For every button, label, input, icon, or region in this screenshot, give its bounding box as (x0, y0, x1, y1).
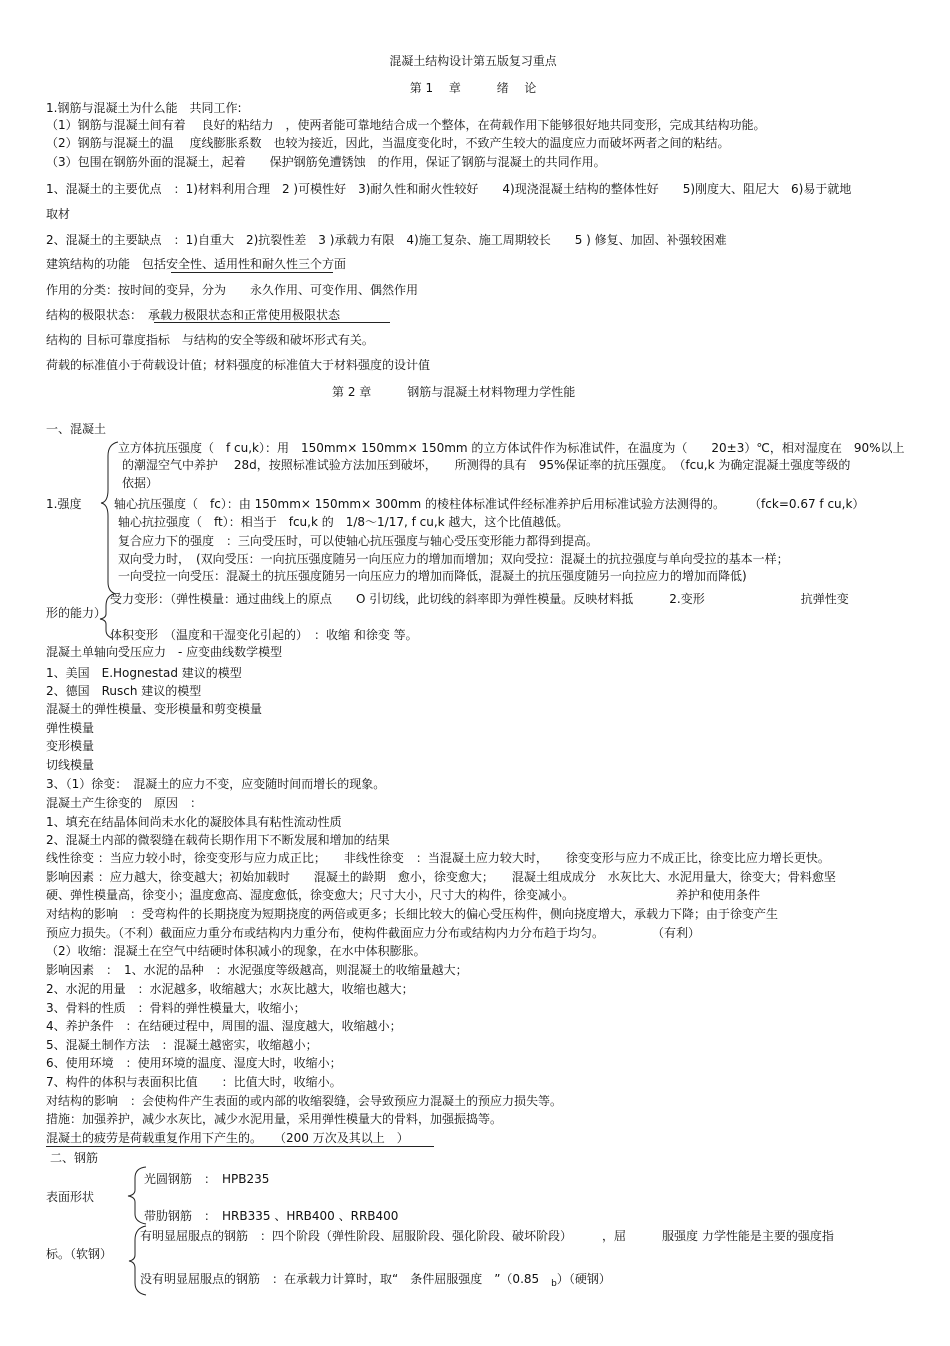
text-line: 混凝土产生徐变的 原因 ： (46, 796, 203, 810)
text-line: 1.钢筋与混凝土为什么能 共同工作: (46, 101, 242, 115)
text-line: 弹性模量 (46, 721, 95, 735)
text-line: 措施：加强养护，减少水灰比，减少水泥用量，采用弹性模量大的骨料，加强振捣等。 (46, 1112, 503, 1126)
text-line: 混凝土的疲劳是荷载重复作用下产生的。 （200 万次及其以上 ） (46, 1131, 409, 1145)
text-line: 3、（1）徐变： 混凝土的应力不变，应变随时间而增长的现象。 (46, 777, 386, 791)
subscript: b (551, 1279, 557, 1289)
text-segment: ）（硬钢） (556, 1272, 611, 1286)
text-line: 2、德国 Rusch 建议的模型 (46, 684, 202, 698)
text-line: 荷载的标准值小于荷载设计值；材料强度的标准值大于材料强度的设计值 (46, 358, 431, 372)
text-line: 混凝土单轴向受压应力 - 应变曲线数学模型 (46, 645, 283, 659)
text-line: 线性徐变 ：当应力较小时，徐变变形与应力成正比； 非线性徐变 ：当混凝土应力较大时， 徐变变形与应力不成正比，徐变比应力增长更快。 (46, 851, 830, 865)
text-line: （1）钢筋与混凝土间有着 良好的粘结力 ，使两者能可靠地结合成一个整体，在荷载作用下能够很好地共同变形，完成其结构功能。 (46, 118, 766, 132)
document-title: 混凝土结构设计第五版复习重点 (389, 54, 557, 68)
text-line: 5、混凝土制作方法 ：混凝土越密实，收缩越小； (46, 1038, 318, 1052)
text-line: 2、混凝土的主要缺点 ：1)自重大 2)抗裂性差 3 )承载力有限 4)施工复杂、施工周期较长 5 ) 修复、加固、补强较困难 (46, 233, 727, 247)
text-line: 形的能力） (46, 606, 107, 620)
text-line: 结构的极限状态： 承载力极限状态和正常使用极限状态 (46, 308, 341, 322)
strength-brace (101, 442, 118, 594)
text-line: 2、水泥的用量 ：水泥越多，收缩越大；水灰比越大，收缩也越大； (46, 982, 414, 996)
yield-type-brace (129, 1226, 146, 1295)
section-heading: 二、钢筋 (50, 1151, 99, 1165)
text-line: 6、使用环境 ：使用环境的温度、湿度大时，收缩小； (46, 1056, 342, 1070)
text-line: 一向受拉一向受压：混凝土的抗压强度随另一向压应力的增加而降低，混凝土的抗压强度随另一向拉应力的增加而降低) (118, 569, 747, 583)
surface-shape-brace (128, 1167, 146, 1224)
surface-shape-label: 表面形状 (46, 1190, 95, 1204)
deformation-brace (100, 594, 114, 638)
text-line: （2）收缩：混凝土在空气中结硬时体积减小的现象，在水中体积膨胀。 (46, 944, 426, 958)
text-line: 轴心抗压强度（ fc）：由 150mm× 150mm× 300mm 的棱柱体标准试件经标准养护后用标准试验方法测得的。 （fck=0.67 f cu,k） (114, 497, 865, 511)
text-line: 影响因素 ：应力越大，徐变越大；初始加载时 混凝土的龄期 愈小，徐变愈大； 混凝土组成成分 水灰比大、水泥用量大，徐变大；骨料愈坚 (46, 870, 836, 884)
text-line: 对结构的影响 ：会使构件产生表面的或内部的收缩裂缝，会导致预应力混凝土的预应力损失等。 (46, 1094, 563, 1108)
text-line: 立方体抗压强度（ f cu,k）：用 150mm× 150mm× 150mm 的立方体试件作为标准试件，在温度为（ 20±3）℃，相对湿度在 90%以上 (118, 441, 905, 455)
text-line: 结构的 目标可靠度指标 与结构的安全等级和破坏形式有关。 (46, 333, 374, 347)
chapter-1-heading: 第 1 章 绪 论 (409, 81, 537, 95)
text-line: 取材 (46, 207, 71, 221)
text-line: 硬、弹性模量高，徐变小；温度愈高、湿度愈低，徐变愈大；尺寸大小，尺寸大的构件，徐变减小。 养护和使用条件 (46, 888, 761, 902)
strength-label: 1.强度 (46, 497, 82, 511)
text-line: 2、混凝土内部的微裂缝在载荷长期作用下不断发展和增加的结果 (46, 833, 390, 847)
text-line: 作用的分类：按时间的变异，分为 永久作用、可变作用、偶然作用 (46, 283, 419, 297)
text-line: 预应力损失。（不利）截面应力重分布或结构内力重分布，使构件截面应力分布或结构内力分布趋于均匀。 （有利） (46, 926, 701, 940)
section-heading: 一、混凝土 (46, 422, 107, 436)
text-line: （2）钢筋与混凝土的温 度线膨胀系数 也较为接近，因此，当温度变化时，不致产生较大的温度应力而破坏两者之间的粘结。 (46, 136, 730, 150)
text-line: 光圆钢筋 ： HPB235 (144, 1172, 270, 1186)
text-line: 体积变形 （温度和干湿变化引起的） ：收缩 和徐变 等。 (110, 628, 418, 642)
text-line: 复合应力下的强度 ：三向受压时，可以使轴心抗压强度与轴心受压变形能力都得到提高。 (118, 534, 599, 548)
text-line: 1、美国 E.Hognestad 建议的模型 (46, 666, 242, 680)
text-line: 受力变形：（弹性模量：通过曲线上的原点 O 引切线，此切线的斜率即为弹性模量。反映材料抵 2.变形 抗弹性变 (110, 592, 849, 606)
text-line: 有明显屈服点的钢筋 ：四个阶段（弹性阶段、屈服阶段、强化阶段、破坏阶段） ，屈 服强度 力学性能是主要的强度指 (140, 1229, 834, 1243)
text-line: 7、构件的体积与表面积比值 ：比值大时，收缩小。 (46, 1075, 342, 1089)
text-line: 对结构的影响 ：受弯构件的长期挠度为短期挠度的两倍或更多；长细比较大的偏心受压构件，侧向挠度增大，承载力下降；由于徐变产生 (46, 907, 779, 921)
text-line: 影响因素 ： 1、水泥的品种 ：水泥强度等级越高，则混凝土的收缩量越大； (46, 963, 468, 977)
text-line: 带肋钢筋 ： HRB335 、HRB400 、RRB400 (144, 1209, 399, 1223)
text-line: 轴心抗拉强度（ ft）：相当于 fcu,k 的 1/8～1/17, f cu,k 越大，这个比值越低。 (118, 515, 569, 529)
text-line: 4、养护条件 ：在结硬过程中，周围的温、湿度越大，收缩越小； (46, 1019, 402, 1033)
text-line: 双向受力时， (双向受压：一向抗压强度随另一向压应力的增加而增加；双向受拉：混凝土的抗拉强度与单向受拉的基本一样； (118, 552, 789, 566)
text-line: 建筑结构的功能 包括安全性、适用性和耐久性三个方面 (46, 257, 347, 271)
text-segment: 没有明显屈服点的钢筋 ：在承载力计算时，取“ 条件屈服强度 ”（0.85 (140, 1272, 552, 1286)
text-line: （3）包围在钢筋外面的混凝土，起着 保护钢筋免遭锈蚀 的作用，保证了钢筋与混凝土的共同作用。 (46, 155, 606, 169)
text-line: 依据） (122, 476, 159, 490)
text-line: 的潮湿空气中养护 28d，按照标准试验方法加压到破坏， 所测得的具有 95%保证率的抗压强度。 （fcu,k 为确定混凝土强度等级的 (122, 458, 851, 472)
text-line: 3、骨料的性质 ：骨料的弹性模量大，收缩小； (46, 1001, 306, 1015)
text-line: 1、混凝土的主要优点 ：1)材料利用合理 2 )可模性好 3)耐久性和耐火性较好 4)现浇混凝土结构的整体性好 5)刚度大、阻尼大 6)易于就地 (46, 182, 852, 196)
text-line: 变形模量 (46, 739, 95, 753)
text-line: 混凝土的弹性模量、变形模量和剪变模量 (46, 702, 263, 716)
text-line: 标。（软钢） (46, 1247, 113, 1261)
text-line: 切线模量 (46, 758, 95, 772)
text-line: 1、填充在结晶体间尚未水化的凝胶体具有粘性流动性质 (46, 815, 342, 829)
chapter-2-heading: 第 2 章 钢筋与混凝土材料物理力学性能 (332, 385, 576, 399)
